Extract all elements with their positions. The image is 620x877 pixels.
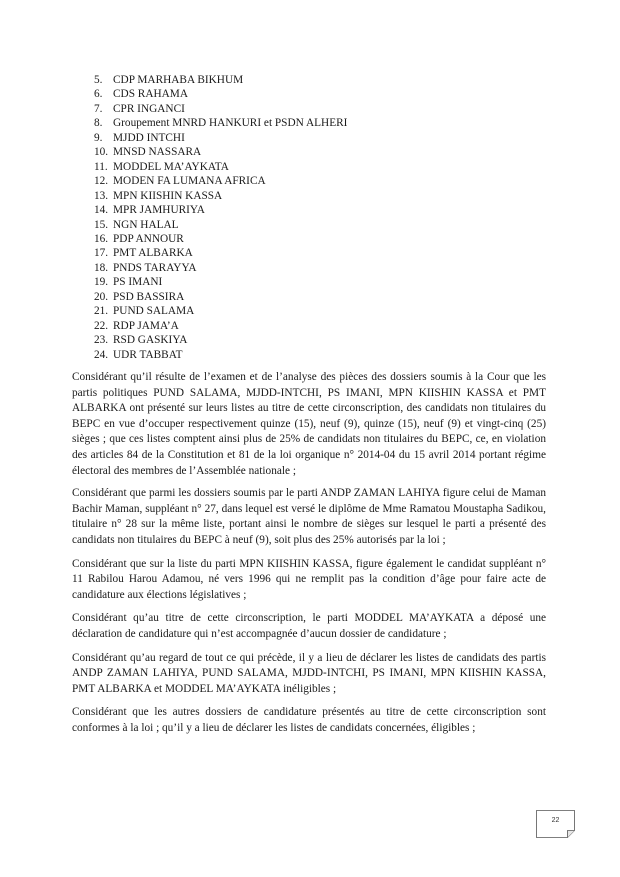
list-item-name: MNSD NASSARA [113, 146, 202, 159]
list-item-number: 10. [94, 146, 109, 159]
list-item-name: MPR JAMHURIYA [113, 204, 205, 217]
list-item-number: 17. [94, 247, 109, 260]
list-item-number: 12. [94, 175, 109, 188]
list-item-number: 15. [94, 218, 109, 231]
list-item-name: Groupement MNRD HANKURI et PSDN ALHERI [113, 117, 348, 130]
list-item [94, 116, 347, 130]
list-item-name: CDS RAHAMA [113, 88, 189, 101]
list-item-name: CPR INGANCI [113, 102, 185, 115]
list-item [94, 275, 347, 289]
list-item-number: 20. [94, 290, 109, 303]
list-item-number: 9. [94, 131, 103, 144]
list-item [94, 189, 347, 203]
paragraph-considerant-1: Considérant qu’il résulte de l’examen et de l’analyse des pièces des dossiers soumis à la Cour que les partis politiques PUND SALAMA, MJDD-INTCHI, PS IMANI, MPN KIISHIN KASSA et PMT ALBARKA ont présenté sur leurs listes au titre de cette circonscription, des candidats non titulaires du BEPC en vue d’occuper respectivement quinze (15), neuf (9), quinze (15), neuf (9) et vingt-cinq (25) sièges ; que ces listes comptent ainsi plus de 25% de candidats non titulaires du BEPC, ce, en violation des articles 84 de la Constitution et 81 de la loi organique n° 2014-04 du 15 avril 2014 portant régime électoral des membres de l’Assemblée nationale ; [72, 371, 546, 477]
list-item-name: MJDD INTCHI [113, 131, 185, 144]
list-item-number: 14. [94, 204, 109, 217]
page-number-box [536, 810, 575, 838]
list-item-name: CDP MARHABA BIKHUM [113, 74, 244, 86]
list-item-name: MODDEL MA’AYKATA [113, 160, 229, 173]
party-list [94, 73, 347, 362]
list-item-number: 11. [94, 160, 108, 173]
list-item [94, 160, 347, 174]
list-item-number: 8. [94, 117, 103, 130]
list-item [94, 290, 347, 304]
list-item-number: 18. [94, 261, 109, 274]
paragraph-considerant-2: Considérant que parmi les dossiers soumis par le parti ANDP ZAMAN LAHIYA figure celui de Maman Bachir Maman, suppléant n° 27, dans lequel est versé le diplôme de Mme Ramatou Moustapha Sadikou, titulaire n° 28 sur la même liste, portant ainsi le nombre de sièges sur lesquel le parti a présenté des candidats non titulaires du BEPC à neuf (9), soit plus des 25% autorisés par la loi ; [72, 487, 546, 546]
list-item [94, 348, 347, 362]
list-item [94, 102, 347, 116]
list-item-name: PMT ALBARKA [113, 247, 193, 260]
list-item-number: 19. [94, 276, 109, 289]
list-item-number: 24. [94, 348, 109, 361]
list-item-number: 22. [94, 319, 109, 332]
list-item [94, 261, 347, 275]
list-item [94, 333, 347, 347]
list-item-name: MODEN FA LUMANA AFRICA [113, 175, 266, 188]
paragraph-considerant-3: Considérant que sur la liste du parti MPN KIISHIN KASSA, figure également le candidat suppléant n° 11 Rabilou Harou Adamou, né vers 1996 qui ne remplit pas la condition d’âge pour faire acte de candidature aux élections législatives ; [72, 557, 546, 601]
paragraph-considerant-5: Considérant qu’au regard de tout ce qui précède, il y a lieu de déclarer les listes de candidats des partis ANDP ZAMAN LAHIYA, PUND SALAMA, MJDD-INTCHI, PS IMANI, MPN KIISHIN KASSA, PMT ALBARKA et MODDEL MA’AYKATA inéligibles ; [72, 651, 546, 695]
list-item-name: PS IMANI [113, 276, 163, 289]
folded-corner-frame [536, 810, 575, 838]
list-item-number: 6. [94, 88, 103, 101]
list-item-name: RDP JAMA’A [113, 319, 179, 332]
page-number: 22 [551, 817, 560, 824]
paragraph-considerant-6: Considérant que les autres dossiers de candidature présentés au titre de cette circonscription sont conformes à la loi ; qu’il y a lieu de déclarer les listes de candidats concernées, éligibles ; [72, 706, 546, 734]
list-item [94, 319, 347, 333]
list-item [94, 145, 347, 159]
list-item-name: MPN KIISHIN KASSA [113, 189, 223, 202]
list-item [94, 131, 347, 145]
document-body [72, 370, 546, 744]
list-item-number: 21. [94, 305, 109, 318]
list-item-name: NGN HALAL [113, 218, 179, 231]
paragraph-considerant-4: Considérant qu’au titre de cette circonscription, le parti MODDEL MA’AYKATA a déposé une déclaration de candidature qui n’est accompagnée d’aucun dossier de candidature ; [72, 612, 546, 640]
list-item-number: 13. [94, 189, 109, 202]
list-item-name: PDP ANNOUR [113, 232, 184, 245]
list-item-number: 7. [94, 102, 103, 115]
list-item-name: PNDS TARAYYA [113, 261, 197, 274]
list-item-name: UDR TABBAT [113, 348, 183, 361]
list-item-number: 16. [94, 232, 109, 245]
list-item-name: PSD BASSIRA [113, 290, 185, 303]
list-item [94, 174, 347, 188]
list-item [94, 73, 347, 87]
list-item [94, 304, 347, 318]
list-item [94, 203, 347, 217]
list-item-name: PUND SALAMA [113, 305, 195, 318]
list-item [94, 232, 347, 246]
list-item [94, 87, 347, 101]
list-item [94, 246, 347, 260]
list-item-name: RSD GASKIYA [113, 334, 188, 347]
list-item-number: 5. [94, 74, 103, 86]
list-item-number: 23. [94, 334, 109, 347]
list-item [94, 218, 347, 232]
